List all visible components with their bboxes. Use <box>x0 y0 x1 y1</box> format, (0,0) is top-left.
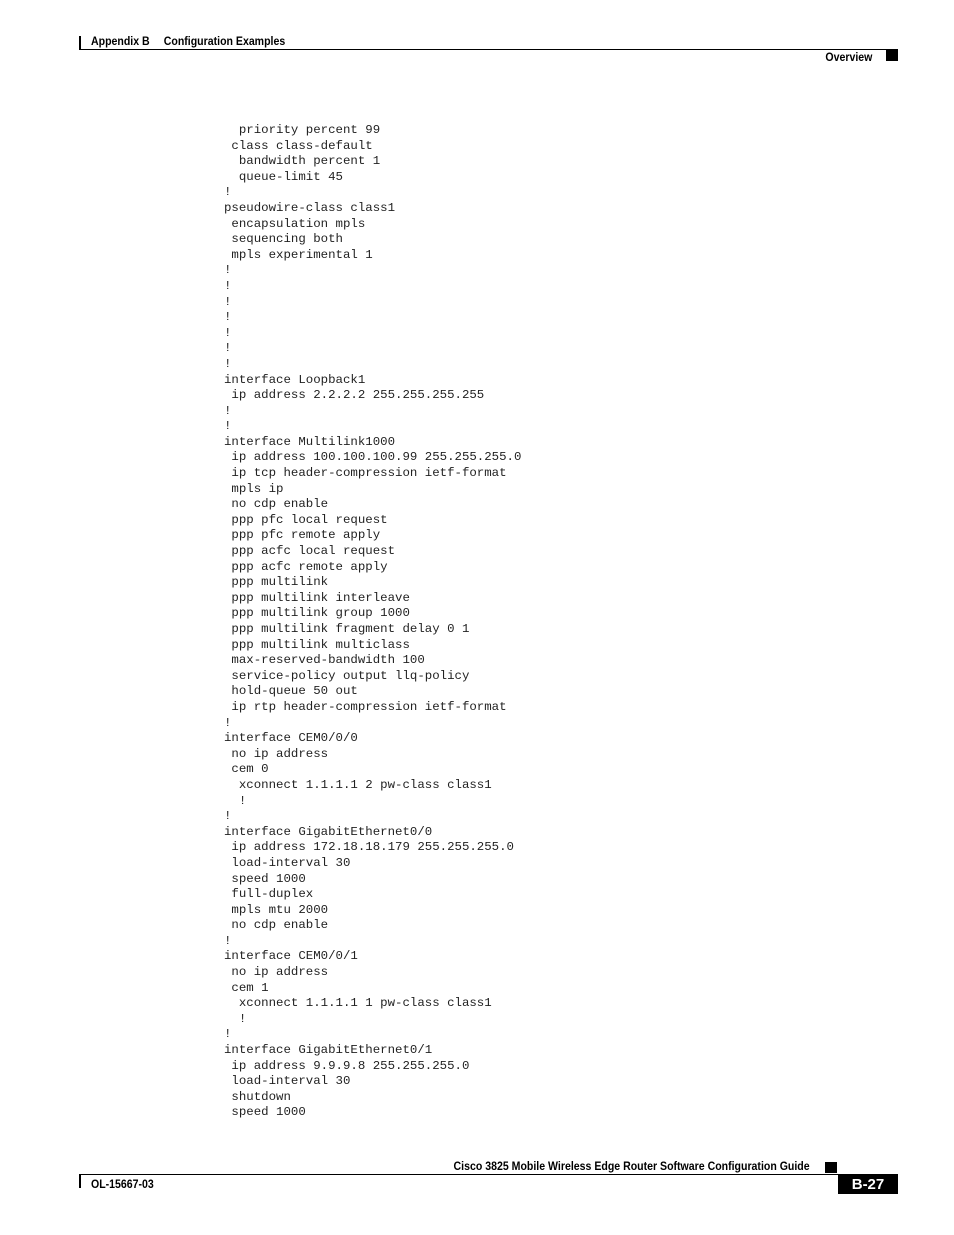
code-line: mpls ip <box>224 481 284 496</box>
code-line: ! <box>224 793 247 808</box>
header-marker-block <box>886 50 898 61</box>
code-line: ip address 172.18.18.179 255.255.255.0 <box>224 840 514 855</box>
header-rule <box>79 49 898 50</box>
guide-title: Cisco 3825 Mobile Wireless Edge Router Software Configuration Guide <box>453 1159 810 1173</box>
code-line: no ip address <box>224 746 329 761</box>
code-line: shutdown <box>224 1089 291 1104</box>
code-line: ppp multilink multiclass <box>224 637 410 652</box>
code-line: ! <box>224 278 232 293</box>
footer-rule <box>79 1174 898 1175</box>
code-line: interface CEM0/0/0 <box>224 731 358 746</box>
running-header <box>91 34 285 48</box>
code-line: ip address 2.2.2.2 255.255.255.255 <box>224 388 485 403</box>
code-line: ppp multilink fragment delay 0 1 <box>224 622 470 636</box>
code-line: mpls experimental 1 <box>224 247 373 262</box>
code-line: ppp acfc remote apply <box>224 559 388 574</box>
code-line: ! <box>224 809 232 824</box>
code-line: ppp multilink <box>224 575 329 590</box>
code-line: ! <box>224 310 232 325</box>
appendix-label: Appendix B <box>91 34 150 48</box>
code-line: interface Multilink1000 <box>224 434 396 449</box>
page-number: B-27 <box>838 1175 898 1194</box>
code-line: ! <box>224 341 232 356</box>
code-line: queue-limit 45 <box>224 169 343 184</box>
code-line: ! <box>224 419 232 434</box>
code-line: max-reserved-bandwidth 100 <box>224 653 425 668</box>
code-line: ! <box>224 933 232 948</box>
code-line: load-interval 30 <box>224 855 351 870</box>
code-line: xconnect 1.1.1.1 1 pw-class class1 <box>224 996 492 1011</box>
code-line: ip rtp header-compression ietf-format <box>224 699 507 714</box>
code-line: interface GigabitEthernet0/0 <box>224 824 433 839</box>
code-line: xconnect 1.1.1.1 2 pw-class class1 <box>224 777 492 792</box>
code-line: encapsulation mpls <box>224 216 366 231</box>
code-line: class class-default <box>224 138 373 153</box>
code-line: ! <box>224 325 232 340</box>
code-line: mpls mtu 2000 <box>224 902 329 917</box>
code-line: ! <box>224 263 232 278</box>
doc-number: OL-15667-03 <box>91 1177 154 1191</box>
code-line: ! <box>224 356 232 371</box>
code-line: no cdp enable <box>224 918 329 933</box>
code-line: ip address 9.9.9.8 255.255.255.0 <box>224 1058 470 1073</box>
section-title: Overview <box>825 50 872 64</box>
code-line: ! <box>224 185 232 200</box>
code-line: ppp multilink group 1000 <box>224 606 410 621</box>
footer-marker-block <box>825 1162 837 1173</box>
code-line: load-interval 30 <box>224 1074 351 1089</box>
code-line: ! <box>224 294 232 309</box>
code-line: ! <box>224 403 232 418</box>
code-line: ! <box>224 1027 232 1042</box>
code-line: ppp pfc local request <box>224 512 388 527</box>
header-left-bar <box>79 36 81 50</box>
code-line: speed 1000 <box>224 871 306 886</box>
code-line: ppp acfc local request <box>224 544 396 559</box>
chapter-title: Configuration Examples <box>163 34 286 48</box>
code-line: sequencing both <box>224 232 343 247</box>
config-code-block <box>224 123 521 1121</box>
code-line: ip tcp header-compression ietf-format <box>224 466 507 481</box>
code-line: priority percent 99 <box>224 123 381 137</box>
code-line: speed 1000 <box>224 1105 306 1120</box>
code-line: interface Loopback1 <box>224 372 366 387</box>
code-line: ! <box>224 1011 247 1026</box>
code-line: interface GigabitEthernet0/1 <box>224 1043 433 1058</box>
code-line: ppp multilink interleave <box>224 590 410 605</box>
code-line: cem 1 <box>224 980 269 995</box>
code-line: hold-queue 50 out <box>224 684 358 699</box>
code-line: pseudowire-class class1 <box>224 200 396 215</box>
code-line: ppp pfc remote apply <box>224 528 381 543</box>
code-line: ! <box>224 715 232 730</box>
code-line: interface CEM0/0/1 <box>224 949 358 964</box>
code-line: bandwidth percent 1 <box>224 154 381 169</box>
footer-left-bar <box>79 1174 81 1188</box>
code-line: no cdp enable <box>224 497 329 512</box>
code-line: no ip address <box>224 965 329 980</box>
code-line: full-duplex <box>224 887 314 902</box>
code-line: service-policy output llq-policy <box>224 668 470 683</box>
code-line: cem 0 <box>224 762 269 777</box>
code-line: ip address 100.100.100.99 255.255.255.0 <box>224 450 522 465</box>
